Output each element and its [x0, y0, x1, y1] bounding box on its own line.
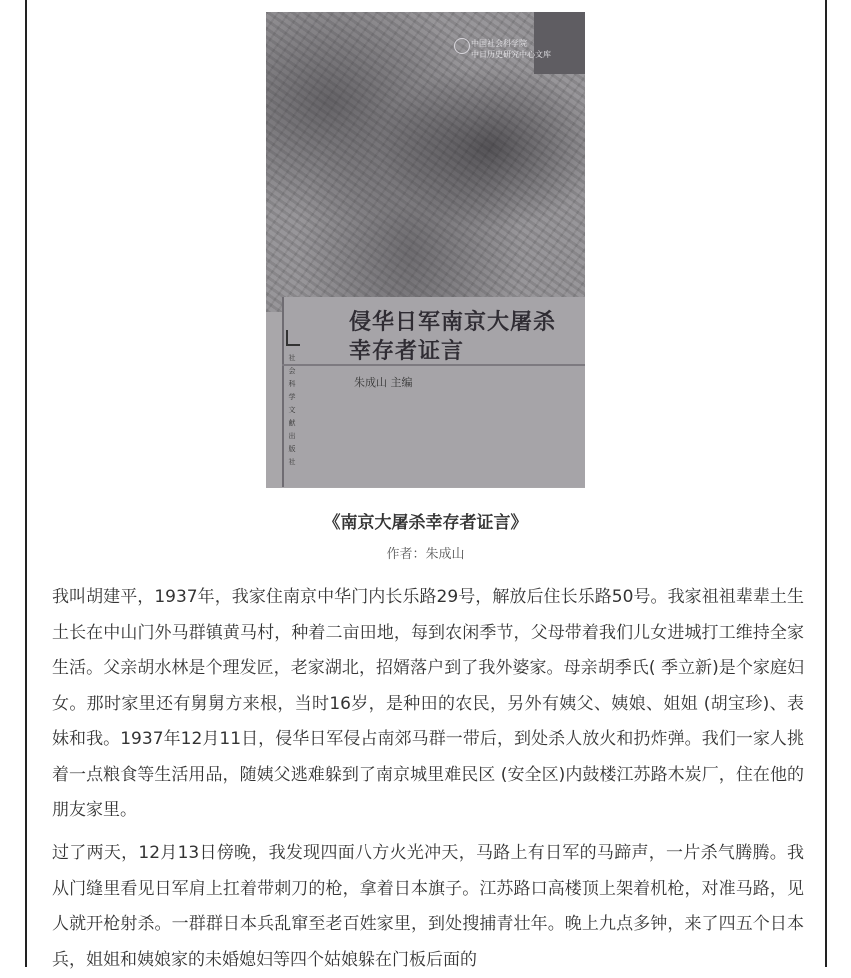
cass-logo-icon	[454, 38, 470, 54]
cover-series-line1: 中国社会科学院	[471, 39, 527, 48]
cover-series-line2: 中日历史研究中心文库	[471, 50, 551, 59]
cover-title-line1: 侵华日军南京大屠杀	[349, 310, 557, 335]
cover-title-line2: 幸存者证言	[349, 339, 465, 364]
author-line: 作者：朱成山	[386, 547, 465, 562]
cover-publisher: 社会科学文献出版社	[288, 354, 296, 466]
right-border	[825, 0, 827, 967]
left-border	[25, 0, 27, 967]
book-title: 《南京大屠杀幸存者证言》	[323, 513, 528, 533]
cover-dark-bar	[534, 12, 585, 74]
publisher-logo-icon	[286, 330, 300, 346]
cover-editor: 朱成山 主编	[354, 376, 413, 389]
body-paragraph-2: 过了两天，12月13日傍晚，我发现四面八方火光冲天，马路上有日军的马蹄声，一片杀气腾腾。我从门缝里看见日军肩上扛着带刺刀的枪，拿着日本旗子。江苏路口高楼顶上架着机枪，对准马路，见人就开枪射杀。一群群日本兵乱窜至老百姓家里，到处搜捕青壮年。晚上九点多钟，来了四五个日本兵，姐姐和姨娘家的未婚媳妇等四个姑娘躲在门板后面的	[52, 843, 804, 970]
body-paragraph-1: 我叫胡建平，1937年，我家住南京中华门内长乐路29号，解放后住长乐路50号。我家祖祖辈辈土生土长在中山门外马群镇黄马村，种着二亩田地，每到农闲季节，父母带着我们儿女进城打工维持全家生活。父亲胡水林是个理发匠，老家湖北，招婿落户到了我外婆家。母亲胡季氏( 季立新)是个家庭妇女。那时家里还有舅舅方来根，当时16岁，是种田的农民，另外有姨父、姨娘、姐姐 (胡宝珍)、表妹和我。1937年12月11日，侵华日军侵占南郊马群一带后，到处杀人放火和扔炸弹。我们一家人挑着一点粮食等生活用品，随姨父逃难躲到了南京城里难民区 (安全区)内鼓楼江苏路木炭厂，住在他的朋友家里。	[52, 587, 804, 820]
cover-spine-line	[282, 297, 284, 487]
book-cover-image	[266, 12, 585, 488]
